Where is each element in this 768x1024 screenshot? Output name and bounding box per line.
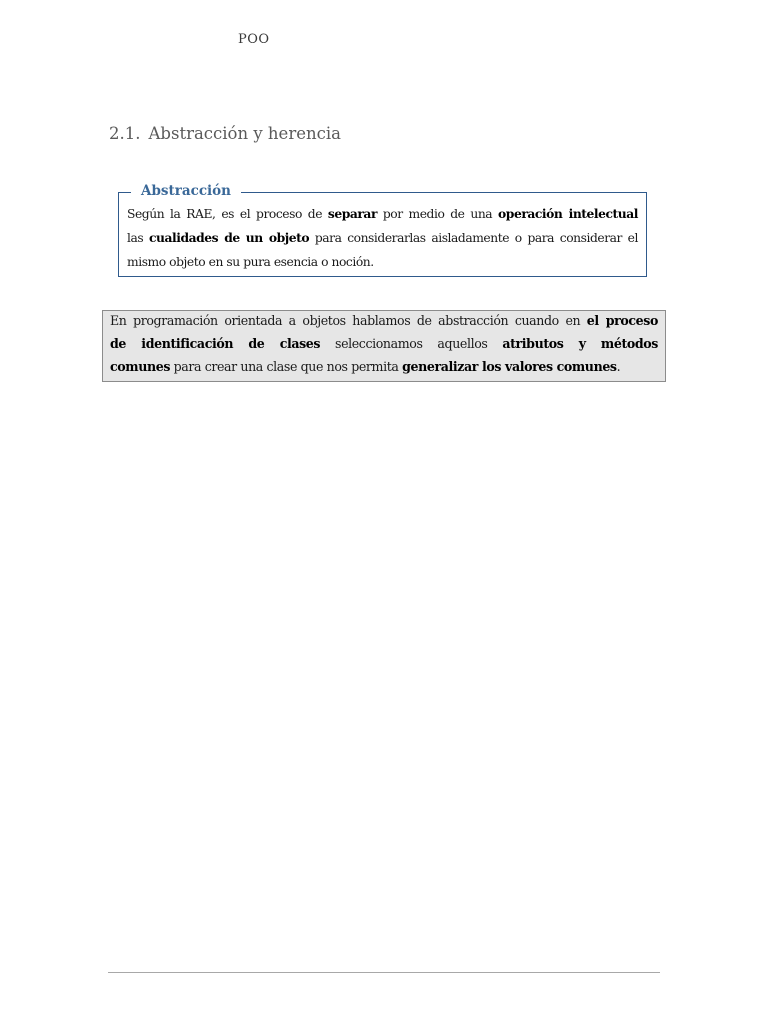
- text-run: las: [127, 231, 149, 245]
- highlight-paragraph-box: [102, 310, 666, 382]
- paragraph-line-3: [110, 355, 658, 378]
- text-run: para considerarlas aisladamente o para considerar el: [309, 231, 638, 245]
- paragraph-line-2: [110, 332, 658, 355]
- text-run: mismo objeto en su pura esencia o noción.: [127, 255, 374, 269]
- footer-rule: [108, 972, 660, 973]
- text-run: En programación orientada a objetos hablamos de abstracción cuando en: [110, 313, 587, 328]
- text-run: .: [616, 359, 621, 374]
- bold-run: comunes: [110, 359, 171, 374]
- bold-run: el proceso: [586, 313, 658, 328]
- definition-box: [118, 183, 647, 277]
- definition-line-2: [127, 226, 638, 250]
- definition-line-1: [127, 202, 638, 226]
- section-number: 2.1.: [109, 124, 141, 143]
- bold-run: atributos y métodos: [502, 336, 658, 351]
- highlight-paragraph-text: [110, 309, 658, 378]
- definition-text: [127, 202, 638, 274]
- bold-run: separar: [327, 206, 377, 221]
- text-run: seleccionamos aquellos: [320, 336, 503, 351]
- bold-run: cualidades de un objeto: [148, 230, 310, 245]
- text-run: para crear una clase que nos permita: [170, 359, 403, 374]
- bold-run: generalizar los valores comunes: [402, 359, 617, 374]
- section-heading: [109, 124, 341, 143]
- bold-run: de identificación de clases: [110, 336, 321, 351]
- running-header: POO: [238, 32, 270, 47]
- definition-legend: Abstracción: [131, 183, 241, 199]
- paragraph-line-1: [110, 309, 658, 332]
- text-run: Según la RAE, es el proceso de: [127, 207, 328, 221]
- text-run: por medio de una: [376, 207, 499, 221]
- bold-run: operación intelectual: [498, 206, 639, 221]
- section-title: Abstracción y herencia: [148, 124, 341, 143]
- definition-line-3: [127, 250, 638, 274]
